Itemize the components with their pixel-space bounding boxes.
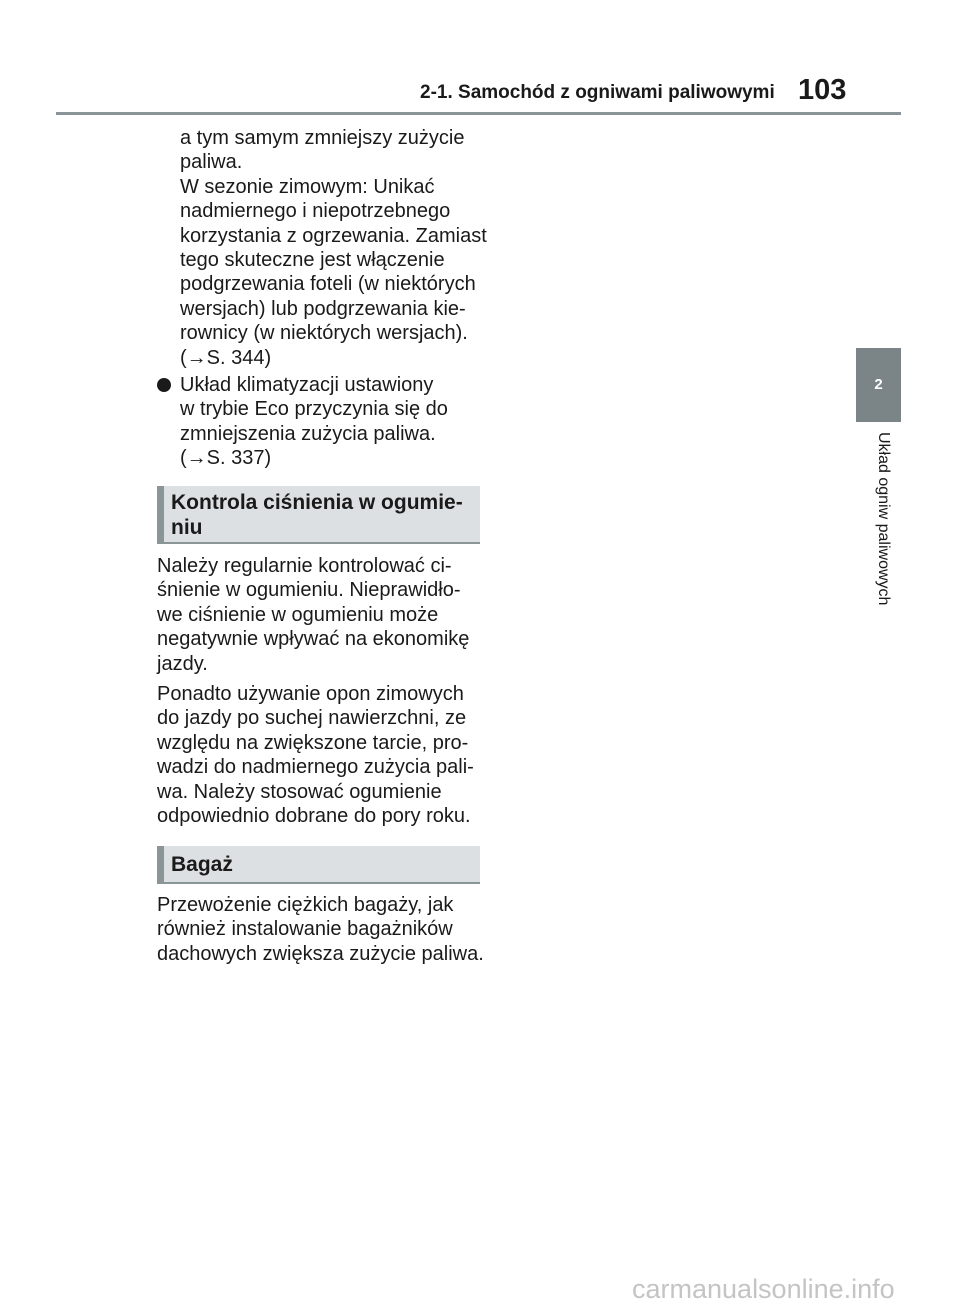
intro-text-block	[180, 126, 510, 370]
text-line: wersjach) lub podgrzewania kie-	[180, 297, 466, 320]
bullet-text-block	[180, 373, 510, 471]
tires-paragraph-1	[157, 554, 487, 676]
text-line: jazdy.	[157, 652, 208, 675]
text-line: również instalowanie bagażników	[157, 918, 453, 941]
heading-accent-bar	[157, 846, 164, 884]
text-line: we ciśnienie w ogumieniu może	[157, 603, 439, 626]
chapter-title-vertical: Układ ogniw paliwowych	[875, 432, 892, 606]
text-line: Ponadto używanie opon zimowych	[157, 683, 464, 705]
section-heading-luggage	[157, 846, 480, 884]
page-reference: (→S. 337)	[180, 447, 272, 470]
text-line: paliwa.	[180, 151, 243, 174]
luggage-paragraph	[157, 893, 487, 966]
text-line: rownicy (w niektórych wersjach).	[180, 322, 468, 345]
text-line: dachowych zwiększa zużycie paliwa.	[157, 942, 484, 965]
section-heading-text: Kontrola ciśnienia w ogumie- niu	[171, 491, 463, 539]
section-title: 2-1. Samochód z ogniwami paliwowymi	[420, 82, 775, 103]
bullet-icon	[157, 378, 171, 392]
text-line: zmniejszenia zużycia paliwa.	[180, 422, 436, 445]
tires-paragraph-2	[157, 682, 487, 828]
text-line: względu na zwiększone tarcie, pro-	[157, 731, 469, 754]
text-line: odpowiednio dobrane do pory roku.	[157, 805, 471, 828]
text-line: korzystania z ogrzewania. Zamiast	[180, 224, 487, 247]
text-line: do jazdy po suchej nawierzchni, ze	[157, 707, 467, 730]
section-heading-text: Bagaż	[171, 853, 233, 876]
text-line: wa. Należy stosować ogumienie	[157, 780, 442, 803]
text-line: tego skuteczne jest włączenie	[180, 249, 445, 272]
text-line: W sezonie zimowym: Unikać	[180, 175, 435, 198]
page-reference: (→S. 344)	[180, 346, 272, 369]
heading-accent-bar	[157, 486, 164, 544]
text-line: w trybie Eco przyczynia się do	[180, 398, 448, 421]
chapter-tab: 2	[856, 348, 901, 422]
text-line: Układ klimatyzacji ustawiony	[180, 374, 434, 396]
text-line: a tym samym zmniejszy zużycie	[180, 127, 465, 149]
page-number: 103	[798, 74, 847, 106]
text-line: negatywnie wpływać na ekonomikę	[157, 628, 470, 651]
text-line: Przewożenie ciężkich bagaży, jak	[157, 894, 454, 916]
text-line: podgrzewania foteli (w niektórych	[180, 273, 476, 296]
watermark: carmanualsonline.info	[632, 1274, 895, 1304]
text-line: śnienie w ogumieniu. Nieprawidło-	[157, 579, 461, 602]
text-line: Należy regularnie kontrolować ci-	[157, 555, 452, 577]
text-line: wadzi do nadmiernego zużycia pali-	[157, 756, 474, 779]
header-divider	[56, 112, 901, 115]
section-heading-tires	[157, 486, 480, 544]
text-line: nadmiernego i niepotrzebnego	[180, 200, 451, 223]
